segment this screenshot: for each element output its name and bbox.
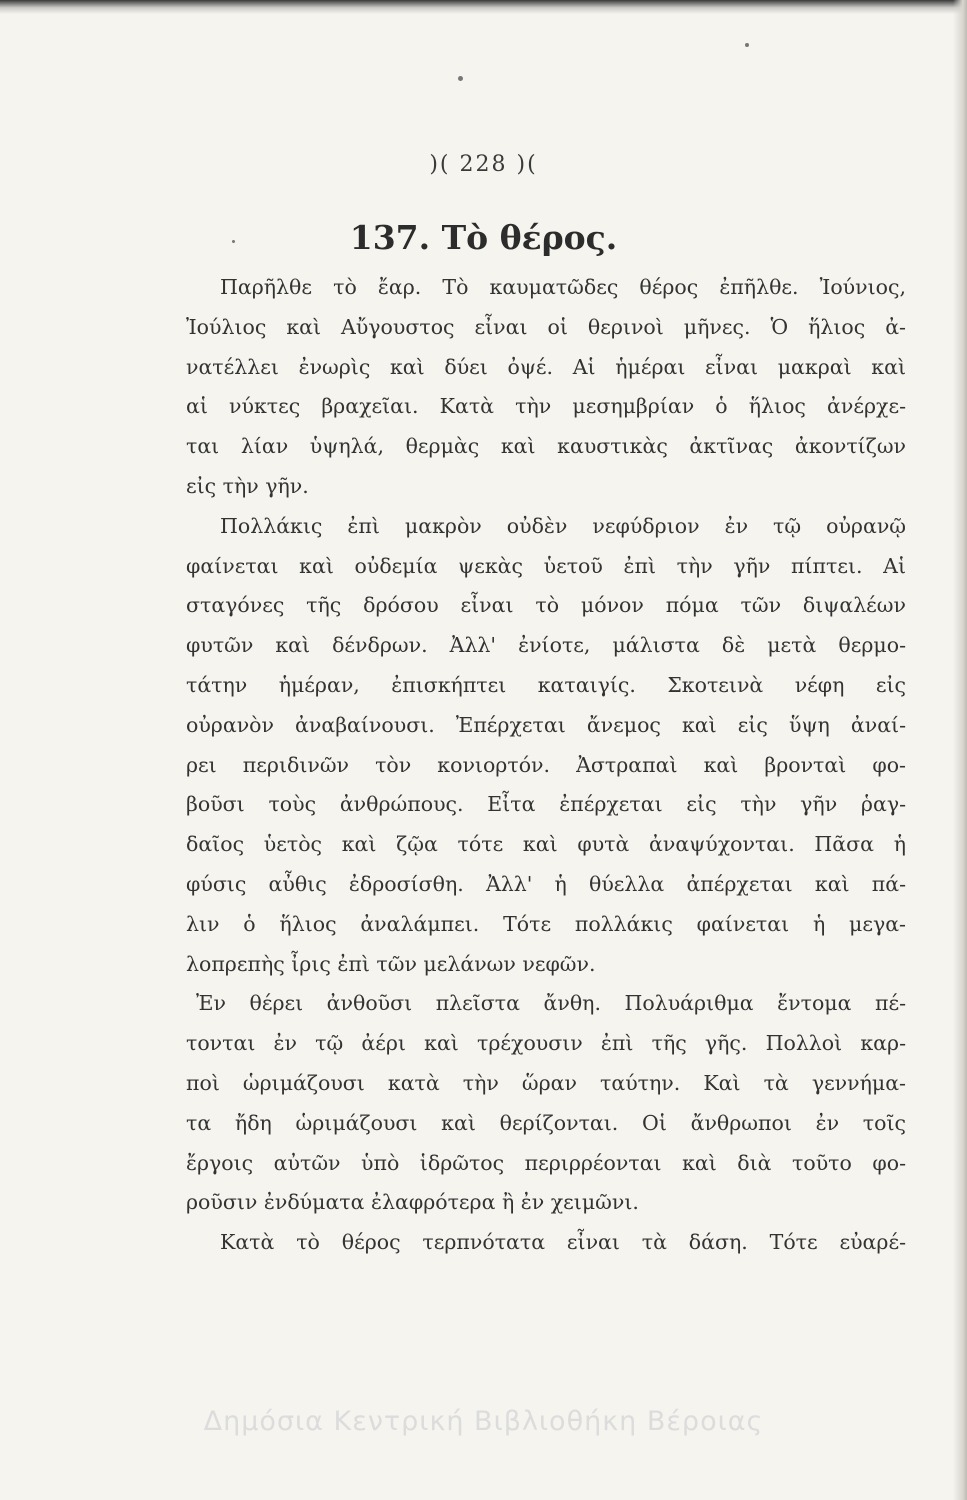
text-line: βοῦσι τοὺς ἀνθρώπους. Εἶτα ἐπέρχεται εἰς τὴν γῆν ῥαγ-: [186, 792, 906, 817]
text-line: σταγόνες τῆς δρόσου εἶναι τὸ μόνον πόμα τῶν διψαλέων: [186, 593, 906, 618]
text-line: φυτῶν καὶ δένδρων. Ἀλλ' ἐνίοτε, μάλιστα δὲ μετὰ θερμο-: [186, 633, 906, 658]
text-line: τονται ἐν τῷ ἀέρι καὶ τρέχουσιν ἐπὶ τῆς γῆς. Πολλοὶ καρ-: [186, 1031, 906, 1056]
text-line: Πολλάκις ἐπὶ μακρὸν οὐδὲν νεφύδριον ἐν τῷ οὐρανῷ: [220, 513, 906, 538]
text-line: ται λίαν ὑψηλά, θερμὰς καὶ καυστικὰς ἀκτῖνας ἀκοντίζων: [186, 434, 906, 459]
scan-speck: [745, 43, 749, 47]
text-line: Παρῆλθε τὸ ἔαρ. Τὸ καυματῶδες θέρος ἐπῆλθε. Ἰούνιος,: [220, 275, 906, 299]
text-line: Κατὰ τὸ θέρος τερπνότατα εἶναι τὰ δάση. Τότε εὐαρέ-: [220, 1230, 906, 1255]
scan-top-shadow: [0, 0, 967, 14]
text-line: Ἰούλιος καὶ Αὔγουστος εἶναι οἱ θερινοὶ μῆνες. Ὁ ἥλιος ἀ-: [186, 314, 906, 339]
text-line: φαίνεται καὶ οὐδεμία ψεκὰς ὑετοῦ ἐπὶ τὴν γῆν πίπτει. Αἱ: [186, 553, 906, 578]
text-line: λοπρεπὴς ἶρις ἐπὶ τῶν μελάνων νεφῶν.: [186, 951, 596, 976]
body-text: [186, 268, 906, 1263]
text-line: δαῖος ὑετὸς καὶ ζῷα τότε καὶ φυτὰ ἀναψύχονται. Πᾶσα ἡ: [186, 832, 906, 857]
text-line: τα ἤδη ὡριμάζουσι καὶ θερίζονται. Οἱ ἄνθρωποι ἐν τοῖς: [186, 1110, 906, 1135]
text-line: φύσις αὖθις ἐδροσίσθη. Ἀλλ' ἡ θύελλα ἀπέρχεται καὶ πά-: [186, 871, 906, 896]
text-line: ρει περιδινῶν τὸν κονιορτόν. Ἀστραπαὶ καὶ βρονταὶ φο-: [186, 752, 906, 777]
page-number: )( 228 )(: [429, 152, 538, 177]
text-line: ἔργοις αὐτῶν ὑπὸ ἱδρῶτος περιρρέονται καὶ διὰ τοῦτο φο-: [186, 1150, 906, 1175]
text-line: αἱ νύκτες βραχεῖαι. Κατὰ τὴν μεσημβρίαν ὁ ἥλιος ἀνέρχε-: [186, 394, 906, 419]
text-line: Ἐν θέρει ἀνθοῦσι πλεῖστα ἄνθη. Πολυάριθμα ἔντομα πέ-: [196, 991, 906, 1016]
text-line: ροῦσιν ἐνδύματα ἐλαφρότερα ἢ ἐν χειμῶνι.: [186, 1190, 639, 1215]
text-line: λιν ὁ ἥλιος ἀναλάμπει. Τότε πολλάκις φαίνεται ἡ μεγα-: [186, 911, 906, 936]
text-line: νατέλλει ἐνωρὶς καὶ δύει ὀψέ. Αἱ ἡμέραι εἶναι μακραὶ καὶ: [186, 354, 906, 379]
text-line: οὐρανὸν ἀναβαίνουσι. Ἐπέρχεται ἄνεμος καὶ εἰς ὕψη ἀναί-: [186, 712, 906, 737]
scan-speck: [458, 76, 463, 81]
text-line: τάτην ἡμέραν, ἐπισκήπτει καταιγίς. Σκοτεινὰ νέφη εἰς: [186, 672, 906, 697]
library-watermark: Δημόσια Κεντρική Βιβλιοθήκη Βέροιας: [203, 1406, 764, 1437]
text-line: εἰς τὴν γῆν.: [186, 473, 309, 498]
chapter-title: 137. Τὸ θέρος.: [349, 218, 618, 257]
text-line: ποὶ ὡριμάζουσι κατὰ τὴν ὥραν ταύτην. Καὶ τὰ γεννήμα-: [186, 1070, 906, 1095]
